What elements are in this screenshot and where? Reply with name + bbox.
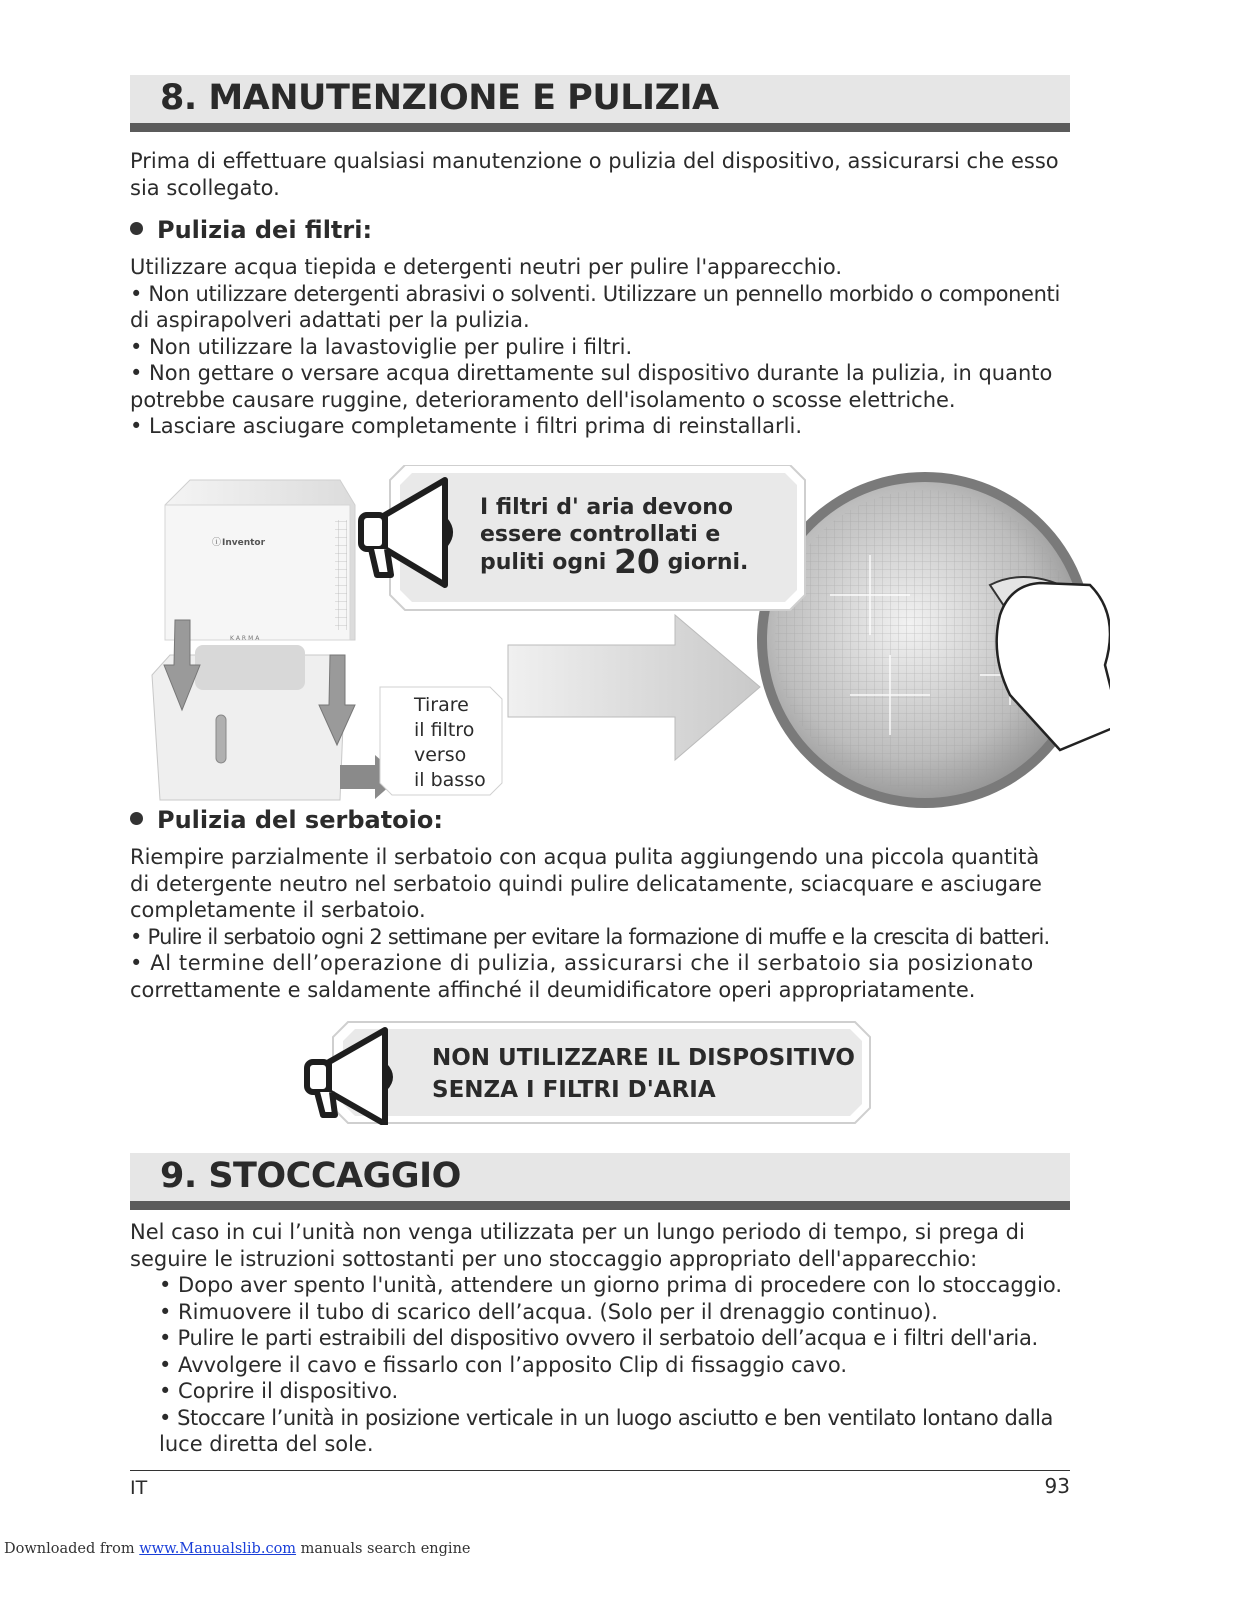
callout-line-3 [480,542,749,581]
text-line: Nel caso in cui l’unità non venga utilizzata per un lungo periodo di tempo, si prega di [130,1220,1025,1244]
text-line: • Lasciare asciugare completamente i filtri prima di reinstallarli. [130,414,802,438]
filter-check-callout [480,494,749,581]
text-line: potrebbe causare ruggine, deterioramento dell'isolamento o scosse elettriche. [130,387,956,412]
text-line: Utilizzare acqua tiepida e detergenti neutri per pulire l'apparecchio. [130,255,843,279]
download-credit [4,1541,471,1557]
brand-logo: Inventor [222,538,266,548]
heading-text: Pulizia del serbatoio: [157,806,443,834]
list-item: • Rimuovere il tubo di scarico dell’acqua. (Solo per il drenaggio continuo). [159,1299,938,1324]
section-title: 8. MANUTENZIONE E PULIZIA [160,78,719,118]
text-line: correttamente e saldamente affinché il deumidificatore operi appropriatamente. [130,977,976,1002]
list-item: • Avvolgere il cavo e fissarlo con l’apposito Clip di fissaggio cavo. [159,1352,847,1377]
storage-list [159,1272,1070,1458]
tank-heading [130,806,443,834]
text-line: Riempire parzialmente il serbatoio con acqua pulita aggiungendo una piccola quantità [130,845,1040,869]
text-line: di aspirapolveri adattati per la pulizia. [130,308,530,332]
text-line: di detergente neutro nel serbatoio quindi pulire delicatamente, sciacquare e asciugare [130,871,1042,896]
storage-intro [130,1219,1070,1272]
filter-cleaning-illustration [130,465,1110,815]
model-label: KARMA [230,635,262,642]
text-line: • Non utilizzare detergenti abrasivi o solventi. Utilizzare un pennello morbido o componenti [130,281,1060,306]
days-number: 20 [613,542,660,581]
credit-suffix: manuals search engine [296,1541,471,1557]
text-line: • Pulire il serbatoio ogni 2 settimane per evitare la formazione di muffe e la crescita di batteri. [130,924,1050,949]
text-line: sia scollegato. [130,175,280,200]
text-line: • Al termine dell’operazione di pulizia, assicurarsi che il serbatoio sia posizionato [130,951,1034,975]
callout-text: giorni. [667,550,749,575]
intro-paragraph [130,148,1070,201]
text-line: seguire le istruzioni sottostanti per uno stoccaggio appropriato dell'apparecchio: [130,1246,978,1271]
heading-text: Pulizia dei filtri: [157,216,373,244]
label-line: verso [414,744,467,766]
footer-divider [130,1470,1070,1471]
page-number: 93 [1044,1474,1070,1498]
pull-filter-label [414,693,486,793]
filters-heading [130,216,372,244]
callout-text: puliti ogni [480,550,607,575]
section-header-maintenance [130,75,1070,132]
warning-line: NON UTILIZZARE IL DISPOSITIVO [432,1045,855,1071]
bullet-dot-icon [130,222,143,235]
warning-line: SENZA I FILTRI D'ARIA [432,1077,716,1103]
callout-line: essere controllati e [480,522,721,547]
credit-prefix: Downloaded from [4,1541,140,1557]
label-line: il basso [414,769,486,791]
list-item: • Dopo aver spento l'unità, attendere un giorno prima di procedere con lo stoccaggio. [159,1273,1063,1297]
label-line: il filtro [414,719,475,741]
list-item: • Stoccare l’unità in posizione verticale in un luogo asciutto e ben ventilato lontano dalla [159,1405,1053,1430]
text-line: • Non utilizzare la lavastoviglie per pulire i filtri. [130,334,633,359]
text-line: • Non gettare o versare acqua direttamente sul dispositivo durante la pulizia, in quanto [130,361,1053,385]
list-item: luce diretta del sole. [159,1432,374,1456]
manualslib-link[interactable]: www.Manualslib.com [139,1541,297,1557]
filters-paragraph [130,254,1070,440]
list-item: • Coprire il dispositivo. [159,1379,399,1403]
warning-callout [300,1020,875,1125]
callout-line: I filtri d' aria devono [480,495,734,520]
text-line: completamente il serbatoio. [130,898,426,922]
bullet-dot-icon [130,812,143,825]
section-title: 9. STOCCAGGIO [160,1156,461,1196]
warning-text [432,1042,855,1106]
footer-language: IT [130,1477,148,1499]
svg-text:ⓘ: ⓘ [212,538,222,548]
text-line: Prima di effettuare qualsiasi manutenzione o pulizia del dispositivo, assicurarsi che esso [130,149,1059,173]
label-line: Tirare [414,694,469,716]
section-header-storage [130,1153,1070,1210]
tank-paragraph [130,844,1070,1003]
list-item: • Pulire le parti estraibili del dispositivo ovvero il serbatoio dell’acqua e i filtri dell'aria. [159,1326,1038,1350]
